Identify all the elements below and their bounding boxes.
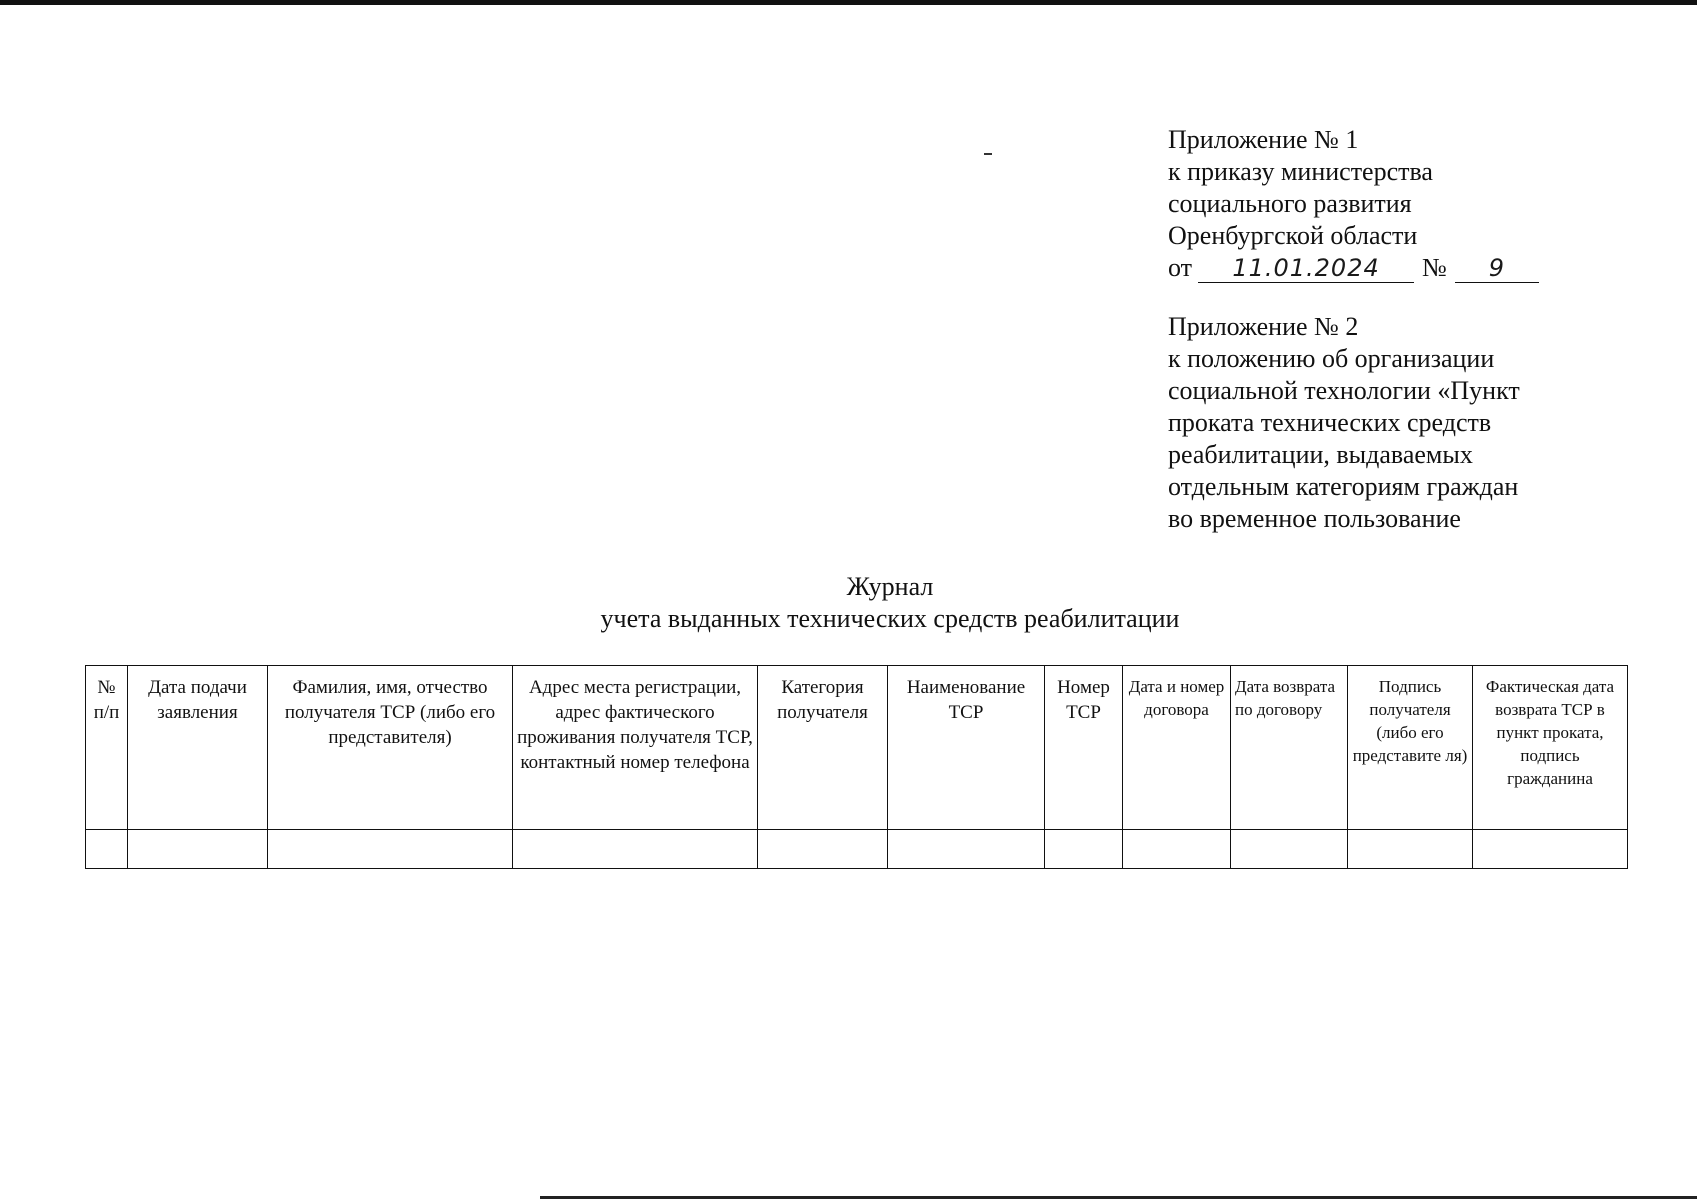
table-cell[interactable] <box>758 830 888 869</box>
table-cell[interactable] <box>888 830 1045 869</box>
appendix-1-line: Оренбургской области <box>1168 221 1418 250</box>
journal-subtitle: учета выданных технических средств реабилитации <box>600 604 1180 633</box>
appendix-2-line: Приложение № 2 <box>1168 312 1359 341</box>
appendix-2-line: отдельным категориям граждан <box>1168 472 1519 501</box>
table-row <box>86 830 1628 869</box>
column-header: Наименование ТСР <box>888 666 1045 830</box>
table-cell[interactable] <box>86 830 128 869</box>
column-header: Фамилия, имя, отчество получателя ТСР (либо его представителя) <box>268 666 513 830</box>
column-header: Фактическая дата возврата ТСР в пункт проката, подпись гражданина <box>1473 666 1628 830</box>
column-header: Дата и номер договора <box>1123 666 1231 830</box>
table-cell[interactable] <box>1231 830 1348 869</box>
scan-speck <box>984 153 992 155</box>
table-cell[interactable] <box>128 830 268 869</box>
column-header: Номер ТСР <box>1045 666 1123 830</box>
table-header-row <box>86 666 1628 830</box>
appendix-1-line: к приказу министерства <box>1168 157 1433 186</box>
column-header: Подпись получателя (либо его представите ля) <box>1348 666 1473 830</box>
column-header: Адрес места регистрации, адрес фактического проживания получателя ТСР, контактный номер телефона <box>513 666 758 830</box>
table-cell[interactable] <box>1473 830 1628 869</box>
order-date-field: 11.01.2024 <box>1198 254 1414 283</box>
table-cell[interactable] <box>1348 830 1473 869</box>
appendix-2-block <box>1168 311 1520 535</box>
column-header: Дата подачи заявления <box>128 666 268 830</box>
bottom-border-rule <box>540 1196 1697 1199</box>
top-border-rule <box>0 0 1697 5</box>
journal-title: Журнал <box>846 572 934 601</box>
appendix-1-block <box>1168 124 1539 284</box>
table-cell[interactable] <box>1045 830 1123 869</box>
appendix-2-line: проката технических средств <box>1168 408 1492 437</box>
order-date-number-line <box>1168 252 1539 284</box>
appendix-1-line: Приложение № 1 <box>1168 125 1359 154</box>
appendix-2-line: социальной технологии «Пункт <box>1168 376 1520 405</box>
table-cell[interactable] <box>1123 830 1231 869</box>
order-number-field: 9 <box>1455 254 1539 283</box>
column-header: Дата возврата по договору <box>1231 666 1348 830</box>
table-cell[interactable] <box>268 830 513 869</box>
journal-table <box>85 665 1628 869</box>
column-header: № п/п <box>86 666 128 830</box>
appendix-2-line: реабилитации, выдаваемых <box>1168 440 1473 469</box>
table-cell[interactable] <box>513 830 758 869</box>
appendix-1-line: социального развития <box>1168 189 1412 218</box>
number-label: № <box>1422 253 1447 282</box>
appendix-2-line: во временное пользование <box>1168 504 1461 533</box>
column-header: Категория получателя <box>758 666 888 830</box>
appendix-2-line: к положению об организации <box>1168 344 1495 373</box>
from-label: от <box>1168 253 1193 282</box>
